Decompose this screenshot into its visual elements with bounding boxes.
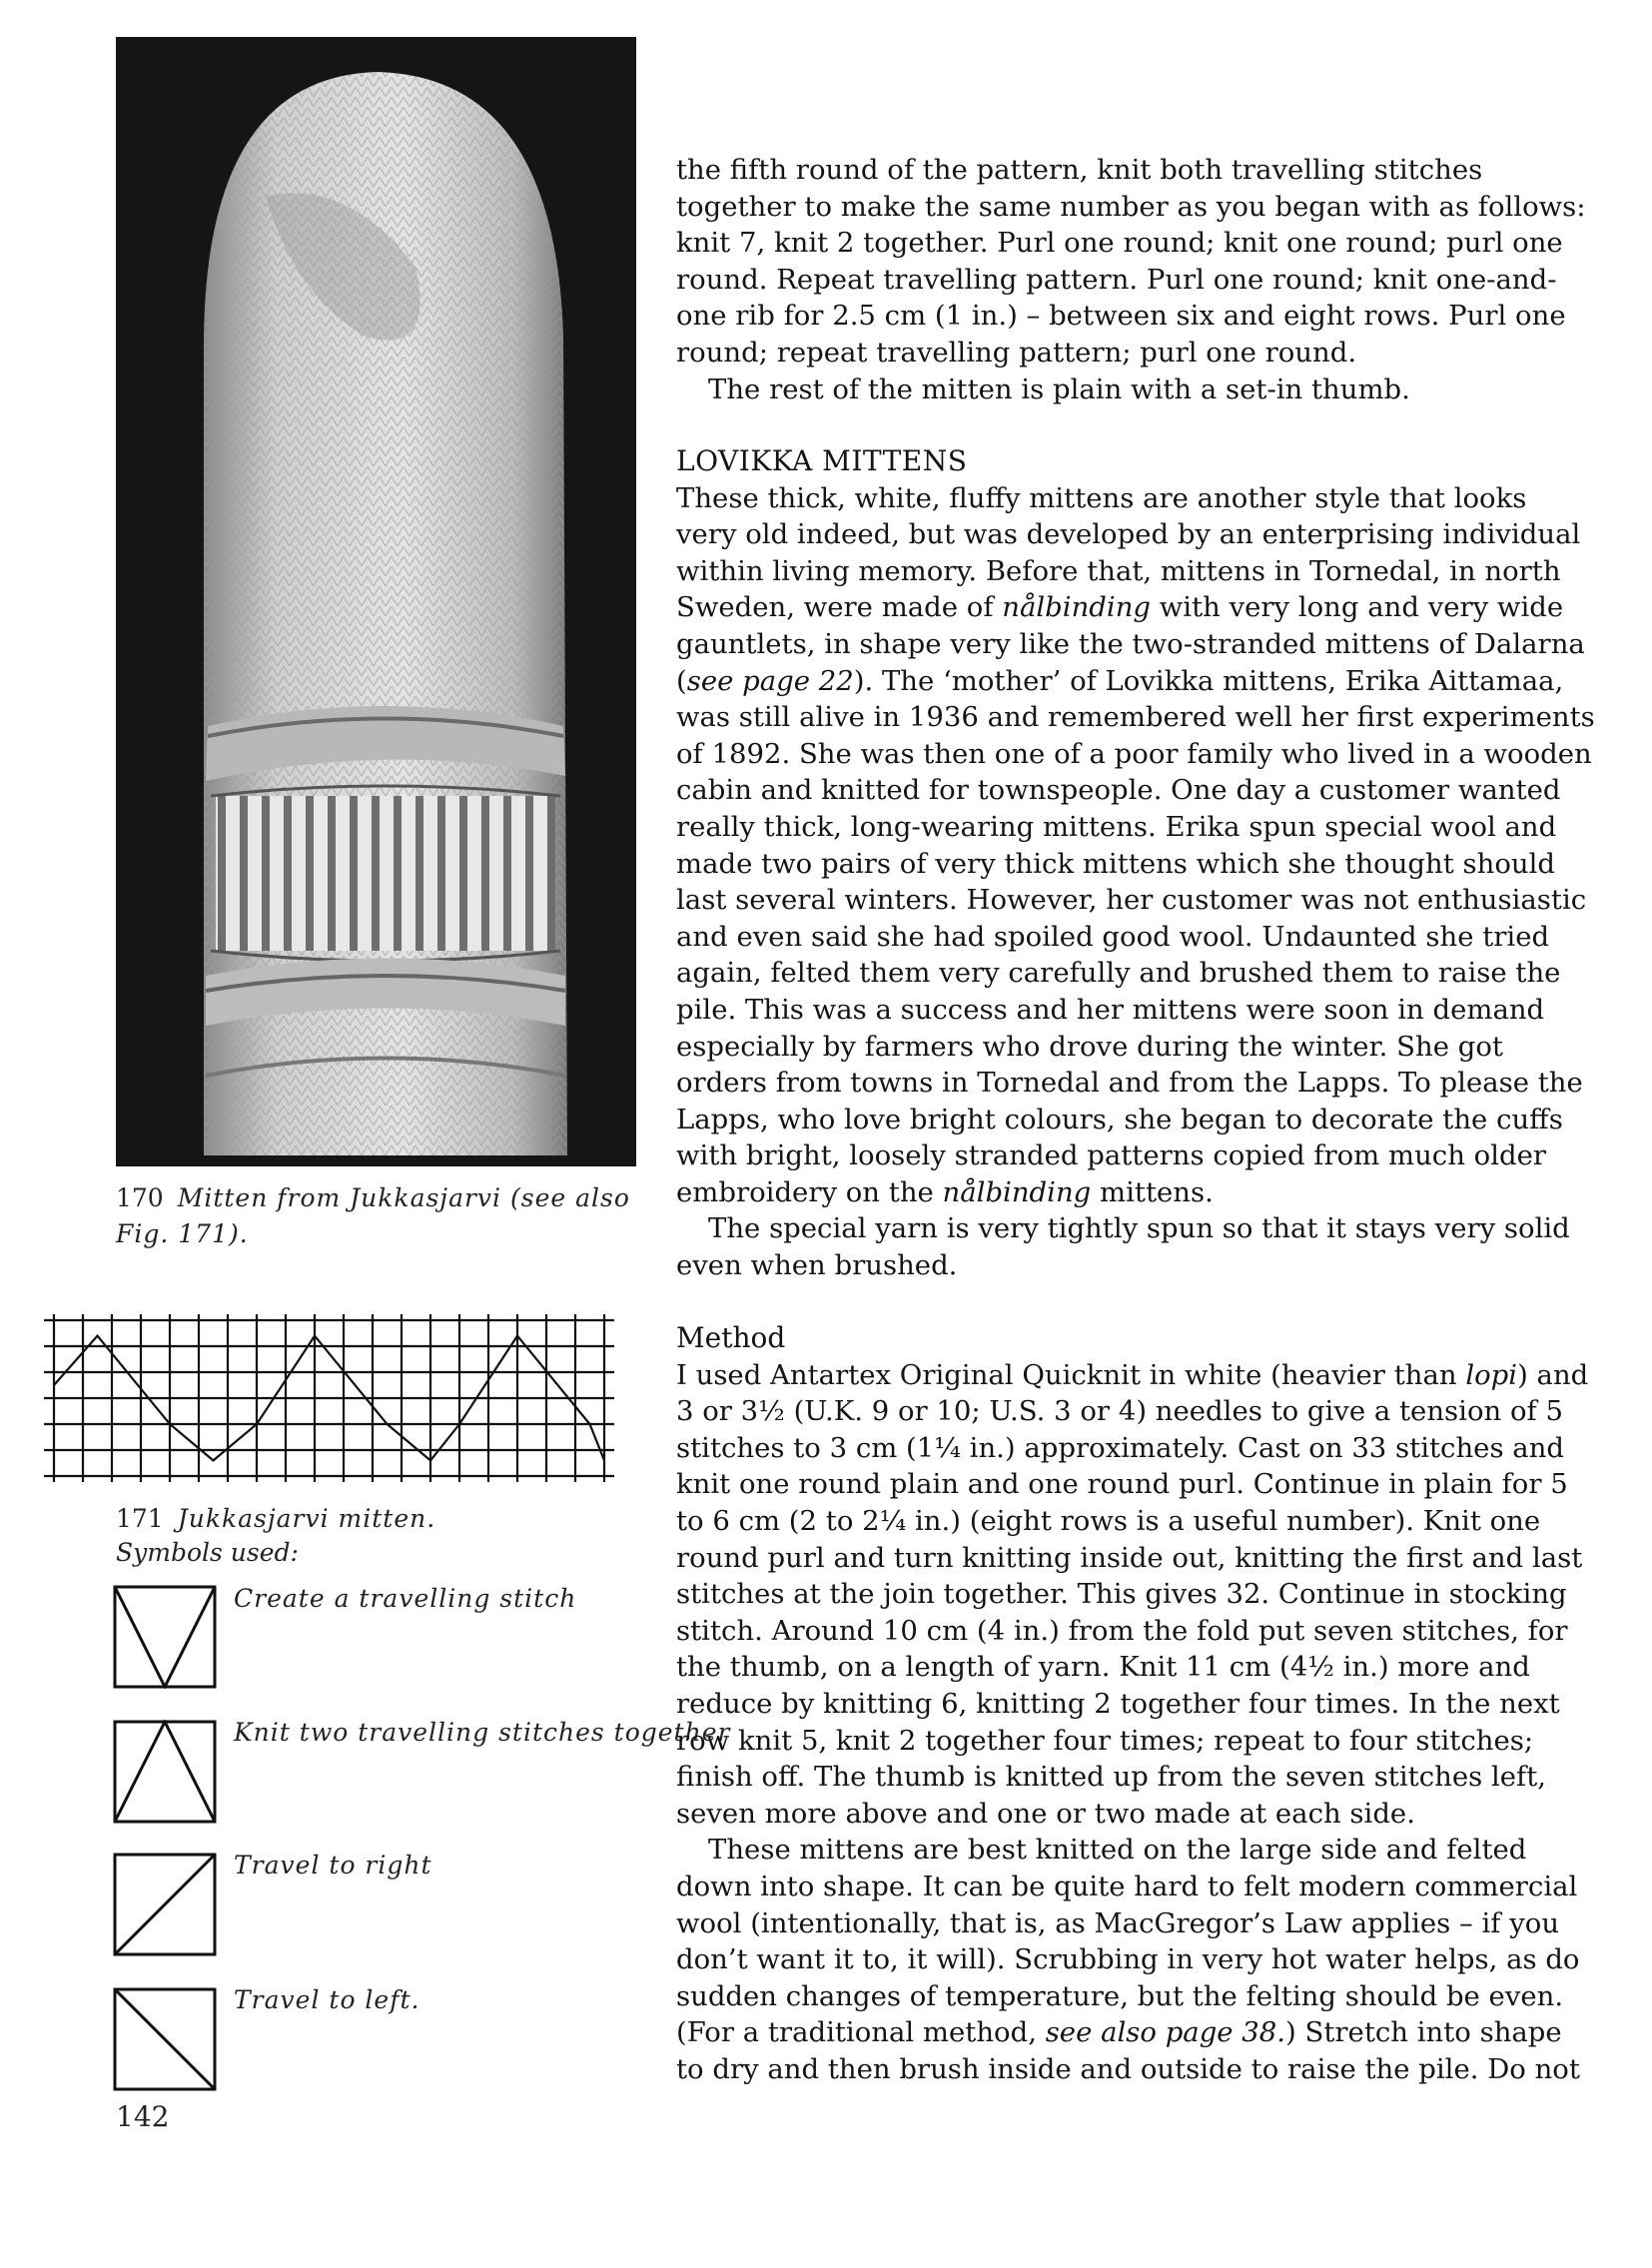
knit-two-together-symbol	[113, 1720, 217, 1824]
figure-171-caption-text: Jukkasjarvi mitten.	[177, 1504, 436, 1533]
symbol-label-create: Create a travelling stitch	[234, 1584, 577, 1613]
paragraph-3: These thick, white, fluffy mittens are another style that looks very old indeed, but was developed by an enterprising individual within living memory. Before that, mittens in Tornedal, in north Sweden, were made of nålbinding with very long and very wide gauntlets, in shape very like the two-stranded mittens of Dalarna (see page 22). The ‘mother’ of Lovikka mittens, Erika Aittamaa, was still alive in 1936 and remembered well her first experiments of 1892. She was then one of a poor family who lived in a wooden cabin and knitted for townspeople. One day a customer wanted really thick, long-wearing mittens. Erika spun special wool and made two pairs of very thick mittens which she thought should last several winters. However, her customer was not enthusiastic and even said she had spoiled good wool. Undaunted she tried again, felted them very carefully and brushed them to raise the pile. This was a success and her mittens were soon in demand especially by farmers who drove during the winter. She got orders from towns in Tornedal and from the Lapps. To please the Lapps, who love bright colours, she began to decorate the cuffs with bright, loosely stranded patterns copied from much older embroidery on the nålbinding mittens.	[676, 481, 1595, 1208]
paragraph-1: the fifth round of the pattern, knit both travelling stitches together to make the same number as you began with as follows: knit 7, knit 2 together. Purl one round; knit one round; purl one round. Repeat travelling pattern. Purl one round; knit one-and-one rib for 2.5 cm (1 in.) – between six and eight rows. Purl one round; repeat travelling pattern; purl one round.	[676, 154, 1586, 369]
symbol-label-knit-two: Knit two travelling stitches together	[234, 1718, 731, 1747]
lovikka-section	[676, 443, 1595, 1284]
continued-text	[676, 152, 1595, 407]
figure-171-caption	[116, 1501, 635, 1537]
figure-170-caption	[116, 1180, 635, 1252]
create-travelling-stitch-symbol	[113, 1585, 217, 1689]
figure-171-number: 171	[116, 1504, 164, 1533]
figure-170-caption-text: Mitten from Jukkasjarvi (see also Fig. 171).	[116, 1183, 630, 1248]
method-section	[676, 1320, 1595, 2087]
paragraph-5: I used Antartex Original Quicknit in white (heavier than lopi) and 3 or 3½ (U.K. 9 or 10; U.S. 3 or 4) needles to give a tension of 5 stitches to 3 cm (1¼ in.) approximately. Cast on 33 stitches and knit one round plain and one round purl. Continue in plain for 5 to 6 cm (2 to 2¼ in.) (eight rows is a useful number). Knit one round purl and turn knitting inside out, knitting the first and last stitches at the join together. This gives 32. Continue in stocking stitch. Around 10 cm (4 in.) from the fold put seven stitches, for the thumb, on a length of yarn. Knit 11 cm (4½ in.) more and reduce by knitting 6, knitting 2 together four times. In the next row knit 5, knit 2 together four times; repeat to four stitches; finish off. The thumb is knitted up from the seven stitches left, seven more above and one or two made at each side.	[676, 1358, 1589, 1830]
paragraph-2: The rest of the mitten is plain with a set-in thumb.	[708, 373, 1410, 405]
chart-grid	[44, 1314, 628, 1486]
symbols-heading: Symbols used:	[116, 1538, 299, 1567]
travelling-stitch-chart	[44, 1314, 628, 1490]
symbol-label-travel-left: Travel to left.	[234, 1985, 420, 2014]
paragraph-4: The special yarn is very tightly spun so that it stays very solid even when brushed.	[676, 1212, 1570, 1282]
paragraph-6: These mittens are best knitted on the large side and felted down into shape. It can be quite hard to felt modern commercial wool (intentionally, that is, as MacGregor’s Law applies – if you don’t want it to, it will). Scrubbing in very hot water helps, as do sudden changes of temperature, but the felting should be even. (For a traditional method, see also page 38.) Stretch into shape to dry and then brush inside and outside to raise the pile. Do not	[676, 1834, 1580, 2085]
travel-right-symbol	[113, 1853, 217, 1956]
lovikka-heading: LOVIKKA MITTENS	[676, 444, 968, 477]
method-heading: Method	[676, 1321, 786, 1354]
symbol-label-travel-right: Travel to right	[234, 1851, 432, 1880]
mitten-photo-drawing	[116, 37, 636, 1166]
figure-170-number: 170	[116, 1183, 164, 1212]
mitten-photo	[116, 37, 636, 1166]
travel-left-symbol	[113, 1987, 217, 2091]
page-number: 142	[116, 2100, 170, 2133]
